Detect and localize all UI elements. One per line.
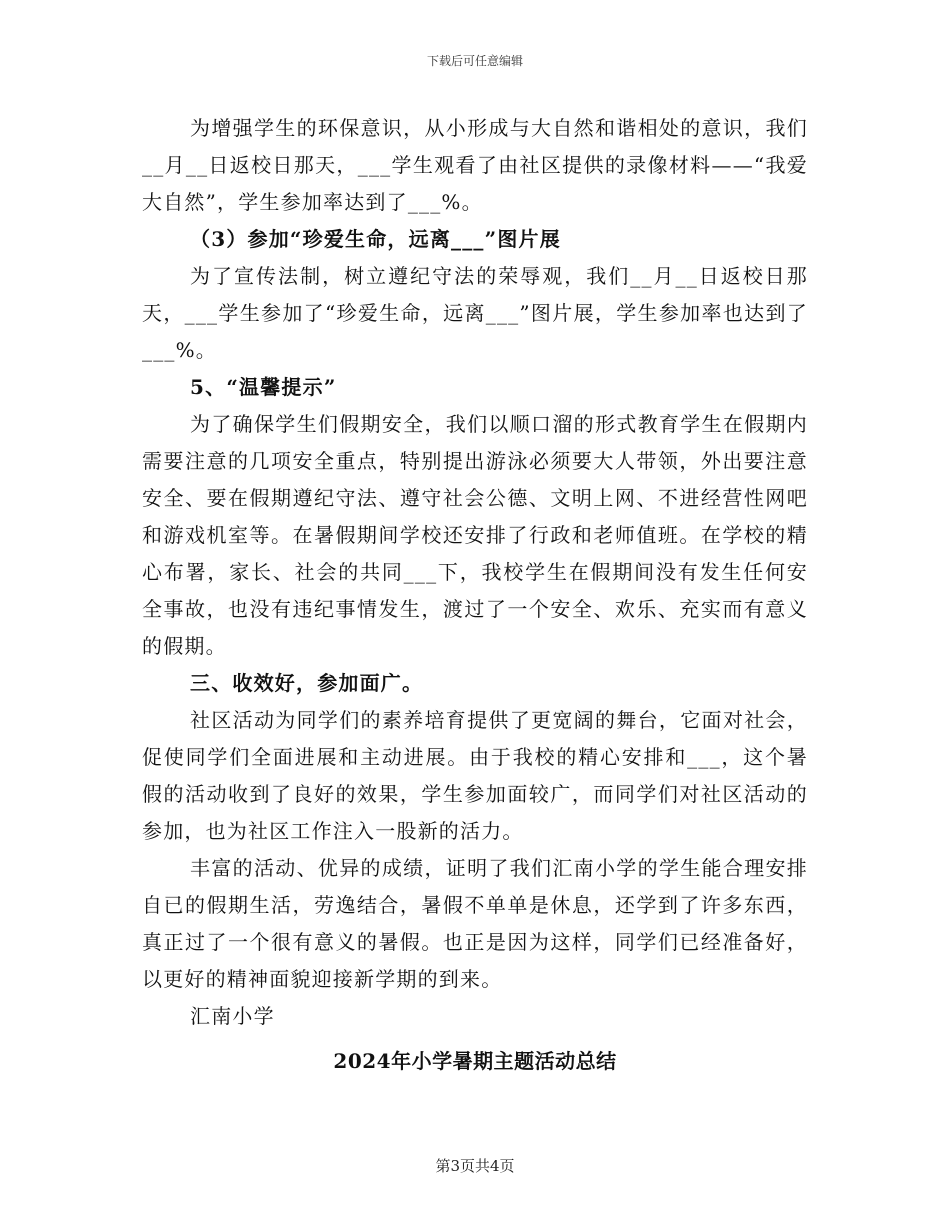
paragraph-conclusion: 丰富的活动、优异的成绩，证明了我们汇南小学的学生能合理安排自已的假期生活，劳逸结合，暑假不单单是休息，还学到了许多东西，真正过了一个很有意义的暑假。也正是因为这样，同学们已经准备好，以更好的精神面貌迎接新学期的到来。 <box>142 856 808 991</box>
next-document-title: 2024年小学暑期主题活动总结 <box>333 1049 617 1073</box>
document-body <box>142 110 808 1080</box>
school-signature: 汇南小学 <box>190 1004 275 1028</box>
paragraph-community-activities: 社区活动为同学们的素养培育提供了更宽阔的舞台，它面对社会，促使同学们全面进展和主动进展。由于我校的精心安排和___，这个暑假的活动收到了良好的效果，学生参加面较广，而同学们对社区活动的参加，也为社区工作注入一股新的活力。 <box>142 708 808 843</box>
page-header-note: 下载后可任意编辑 <box>426 54 523 68</box>
section-heading-warm-tips: 5、“温馨提示” <box>190 375 337 399</box>
section-heading-photo-exhibition: （3）参加“珍爱生命，远离___”图片展 <box>190 227 561 251</box>
page-footer-number: 第3页共4页 <box>435 1157 515 1175</box>
paragraph-environment-video: 为增强学生的环保意识，从小形成与大自然和谐相处的意识，我们__月__日返校日那天，___学生观看了由社区提供的录像材料——“我爱大自然”，学生参加率达到了___%。 <box>142 116 808 214</box>
paragraph-safety-tips: 为了确保学生们假期安全，我们以顺口溜的形式教育学生在假期内需要注意的几项安全重点，特别提出游泳必须要大人带领，外出要注意安全、要在假期遵纪守法、遵守社会公德、文明上网、不进经营性网吧和游戏机室等。在暑假期间学校还安排了行政和老师值班。在学校的精心布署，家长、社会的共同___下，我校学生在假期间没有发生任何安全事故，也没有违纪事情发生，渡过了一个安全、欢乐、充实而有意义的假期。 <box>142 412 808 658</box>
section-heading-results: 三、收效好，参加面广。 <box>190 671 424 695</box>
paragraph-legal-exhibition: 为了宣传法制，树立遵纪守法的荣辱观，我们__月__日返校日那天，___学生参加了“珍爱生命，远离___”图片展，学生参加率也达到了___%。 <box>142 264 808 362</box>
